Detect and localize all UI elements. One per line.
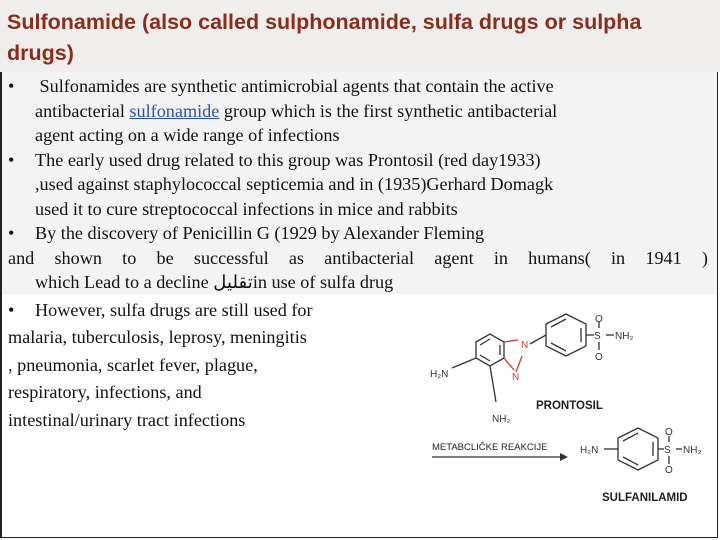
benzene-ring — [546, 314, 586, 356]
reaction-arrow — [432, 442, 568, 461]
benzene-ring — [618, 428, 658, 470]
bullet-line: The early used drug related to this group was Prontosil (red day1933) — [35, 149, 541, 170]
title-term: sulfa drugs — [422, 10, 539, 34]
h2n-label: H₂N — [580, 445, 599, 456]
bullet-dot: • — [8, 223, 15, 243]
nh2-label: NH₂ — [615, 331, 634, 342]
bullet-line: By the discovery of Penicillin G (1929 by Alexander Fleming — [35, 223, 485, 243]
title-term: sulpha drugs — [7, 10, 642, 65]
title-term: Sulfonamide — [7, 10, 137, 34]
h2n-label: H₂N — [430, 369, 449, 380]
title-text: or — [538, 10, 573, 34]
nh2-label: NH₂ — [683, 445, 702, 456]
oxygen-label: O — [595, 314, 603, 325]
bullet-line: • However, sulfa drugs are still used for — [8, 298, 388, 323]
bullet-item — [8, 221, 708, 246]
bullet-line: ,used against staphylococcal septicemia and in (1935)Gerhard Domagk — [35, 174, 554, 194]
title-text: (also called — [136, 10, 266, 34]
bullet-item — [8, 74, 708, 148]
sulfur-label: S — [594, 331, 601, 342]
title-term: sulphonamide — [265, 10, 411, 34]
chemical-structures-diagram — [418, 310, 718, 510]
bullet-line: antibacterial sulfonamide group which is the first synthetic antibacterial — [35, 100, 558, 121]
bullet-item — [8, 148, 708, 222]
azo-n-label: N — [521, 340, 529, 351]
bullet-dot: • — [8, 299, 15, 320]
reaction-label: METABCLIČKE REAKCIJE — [432, 442, 548, 453]
sulfanilamid-label: SULFANILAMID — [602, 492, 688, 504]
prontosil-structure — [452, 314, 614, 402]
azo-n-label: N — [512, 372, 520, 383]
title-text: ) — [66, 41, 74, 65]
bullet-line: respiratory, infections, and — [8, 382, 202, 402]
bullet-line: , pneumonia, scarlet fever, plague, — [8, 354, 258, 375]
title-text: , — [410, 10, 423, 34]
bullet-line: Sulfonamides are synthetic antimicrobial agents that contain the active — [39, 76, 554, 96]
prontosil-label: PRONTOSIL — [536, 400, 603, 412]
bullet-line: which Lead to a decline تقليلin use of sulfa drug — [35, 272, 394, 292]
bullet-line: used it to cure streptococcal infections in mice and rabbits — [35, 198, 458, 219]
nh2-label: NH₂ — [492, 414, 511, 425]
bullet-line: malaria, tuberculosis, leprosy, meningitis — [8, 327, 307, 347]
oxygen-label: O — [595, 352, 603, 363]
arabic-word: تقليل — [213, 272, 253, 292]
oxygen-label: O — [665, 427, 673, 438]
sulfonamide-link[interactable]: sulfonamide — [129, 100, 220, 121]
bullet-line: intestinal/urinary tract infections — [8, 409, 246, 430]
sulfur-label: S — [664, 445, 671, 456]
bullet-line: and shown to be successful as antibacterial agent in humans( in 1941 ) — [8, 247, 708, 268]
slide-title — [7, 7, 713, 69]
oxygen-label: O — [665, 465, 673, 476]
bullet-dot: • — [8, 76, 15, 96]
bullet-dot: • — [8, 149, 15, 170]
bullet-line: agent acting on a wide range of infections — [35, 125, 340, 145]
bullet-item — [8, 298, 388, 433]
